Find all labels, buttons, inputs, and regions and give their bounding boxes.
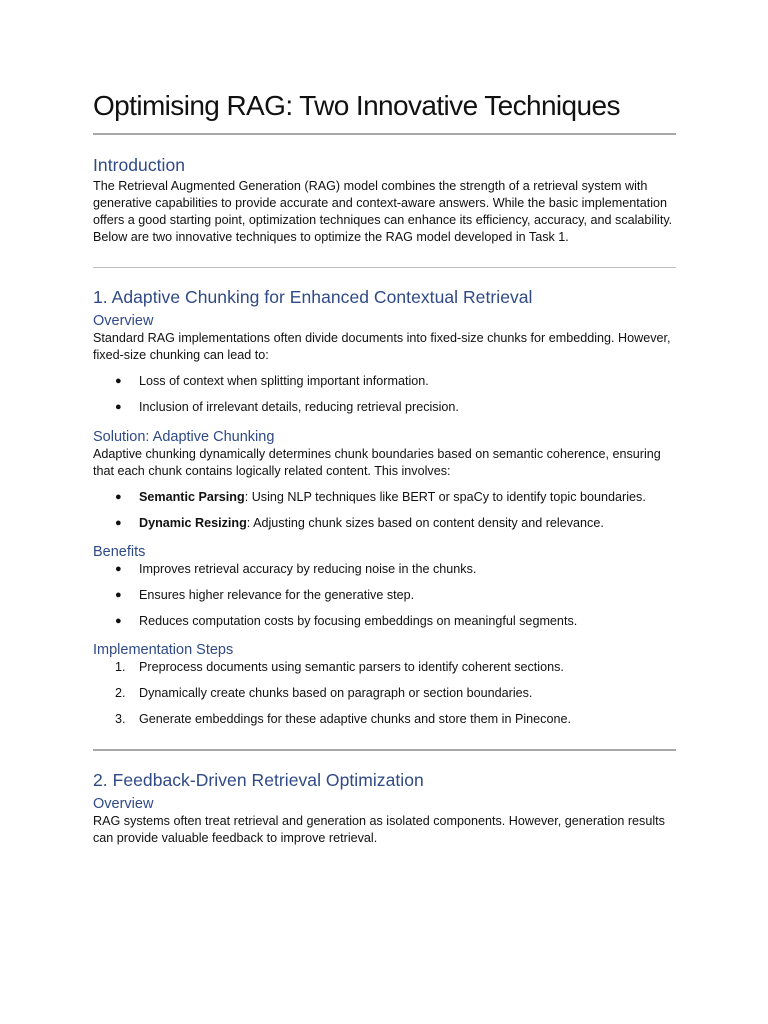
step-number: 3.: [115, 712, 126, 726]
list-item: ● Reduces computation costs by focusing embeddings on meaningful segments.: [115, 614, 578, 628]
bullet-icon: ●: [115, 491, 122, 503]
page-title: Optimising RAG: Two Innovative Techniques: [93, 90, 620, 121]
section-1-solution-list: [93, 489, 676, 532]
list-item: 3. Generate embeddings for these adaptive chunks and store them in Pinecone.: [115, 712, 571, 726]
bullet-icon: ●: [115, 563, 122, 575]
section-1-solution-paragraph: Adaptive chunking dynamically determines chunk boundaries based on semantic coherence, ensuring that each chunk contains logically related content. This involves:: [93, 447, 661, 478]
section-1-overview-heading: Overview: [93, 313, 154, 329]
section-1-overview-paragraph: Standard RAG implementations often divide documents into fixed-size chunks for embedding. However, fixed-size chunking can lead to:: [93, 331, 671, 362]
section-1-benefits-heading: Benefits: [93, 544, 146, 560]
section-adaptive-chunking: [93, 286, 676, 728]
introduction-section: [93, 154, 676, 246]
section-2-overview-paragraph: RAG systems often treat retrieval and generation as isolated components. However, generation results can provide valuable feedback to improve retrieval.: [93, 814, 665, 845]
bullet-icon: ●: [115, 375, 122, 387]
section-1-overview-list: [93, 373, 676, 416]
list-item: 2. Dynamically create chunks based on paragraph or section boundaries.: [115, 686, 533, 700]
bullet-icon: ●: [115, 615, 122, 627]
step-number: 2.: [115, 686, 126, 700]
bullet-icon: ●: [115, 517, 122, 529]
document-content: [93, 88, 676, 847]
list-item: ● Ensures higher relevance for the generative step.: [115, 588, 415, 602]
introduction-paragraph: The Retrieval Augmented Generation (RAG) model combines the strength of a retrieval system with generative capabilities to provide accurate and context-aware answers. While the basic implementation offers a good starting point, optimization techniques can enhance its efficiency, accuracy, and scalability. Below are two innovative techniques to optimize the RAG model developed in Task 1.: [93, 179, 673, 244]
section-2-heading: 2. Feedback-Driven Retrieval Optimization: [93, 770, 424, 790]
list-item: ● Improves retrieval accuracy by reducing noise in the chunks.: [115, 562, 477, 576]
list-item: ● Dynamic Resizing: Adjusting chunk sizes based on content density and relevance.: [115, 516, 604, 530]
term-label: Semantic Parsing: [139, 490, 245, 504]
section-1-solution-heading: Solution: Adaptive Chunking: [93, 429, 275, 445]
introduction-heading: Introduction: [93, 155, 186, 175]
bullet-icon: ●: [115, 401, 122, 413]
section-1-steps-heading: Implementation Steps: [93, 642, 234, 658]
bullet-icon: ●: [115, 589, 122, 601]
term-label: Dynamic Resizing: [139, 516, 247, 530]
title-divider: [93, 133, 676, 135]
section-divider-1: [93, 267, 676, 268]
section-2-overview-heading: Overview: [93, 796, 154, 812]
list-item: 1. Preprocess documents using semantic parsers to identify coherent sections.: [115, 660, 564, 674]
section-1-steps-list: [93, 659, 676, 728]
list-item: ● Loss of context when splitting important information.: [115, 374, 429, 388]
section-divider-2: [93, 749, 676, 751]
section-1-heading: 1. Adaptive Chunking for Enhanced Contextual Retrieval: [93, 287, 533, 307]
step-number: 1.: [115, 660, 126, 674]
list-item: ● Inclusion of irrelevant details, reducing retrieval precision.: [115, 400, 459, 414]
section-feedback-retrieval: [93, 769, 676, 847]
list-item: ● Semantic Parsing: Using NLP techniques like BERT or spaCy to identify topic boundaries.: [115, 490, 646, 504]
section-1-benefits-list: [93, 561, 676, 630]
